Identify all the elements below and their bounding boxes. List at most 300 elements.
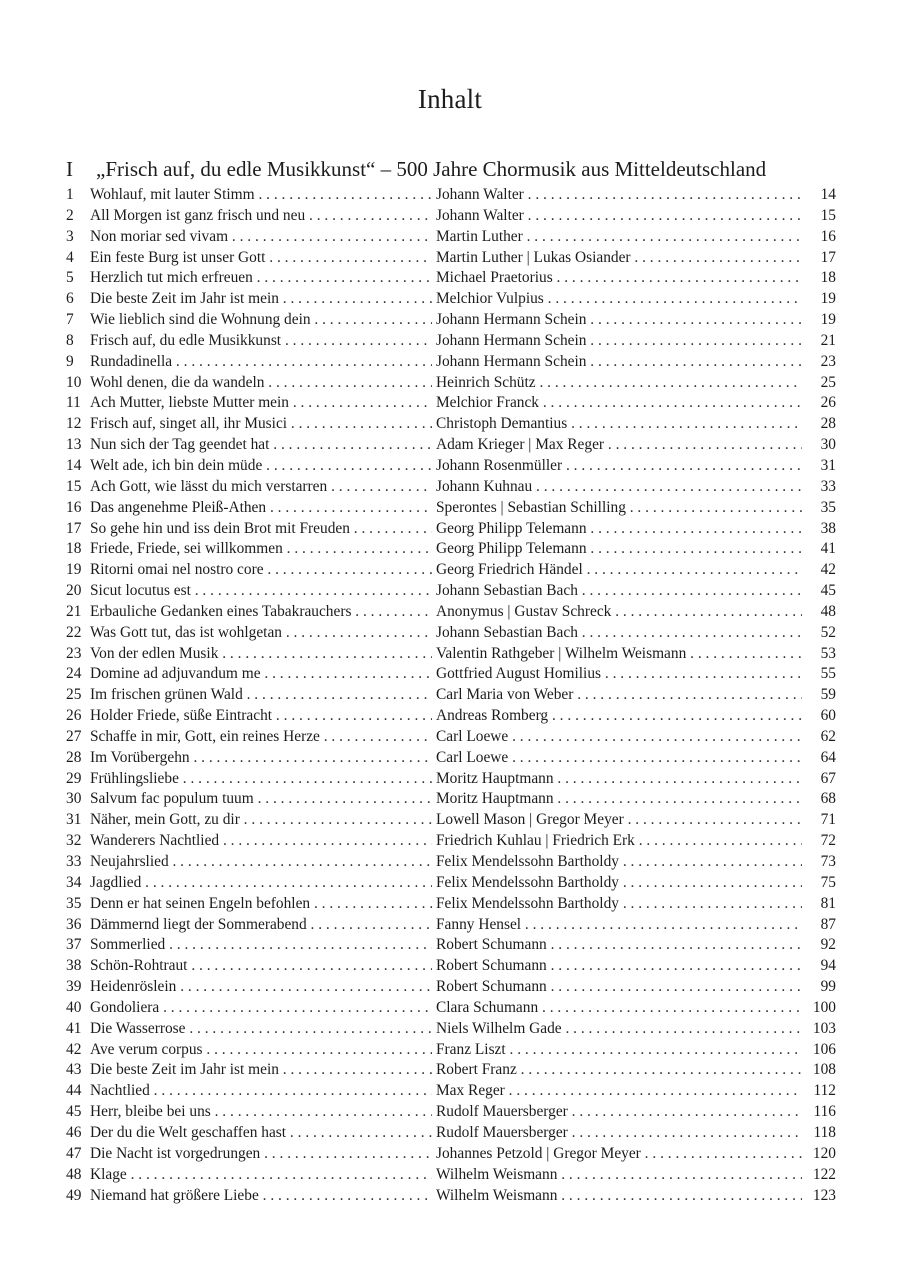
entry-title-text: Rundadinella . . .	[90, 353, 432, 370]
entry-number: 39	[66, 978, 82, 996]
entry-composer-text: Michael Praetorius . . .	[436, 269, 802, 286]
entry-composer-text: Georg Philipp Telemann . . .	[436, 520, 802, 537]
entry-title	[90, 1186, 432, 1207]
entry-title	[90, 1060, 432, 1081]
entry-title-text: Die Nacht ist vorgedrungen . . .	[90, 1145, 432, 1162]
toc-entry	[66, 310, 836, 331]
entry-number: 42	[66, 1040, 82, 1058]
entry-page-number: 55	[820, 665, 836, 683]
toc-entry	[66, 435, 836, 456]
entry-title-text: Holder Friede, süße Eintracht . . .	[90, 707, 432, 724]
entry-number: 43	[66, 1061, 82, 1079]
entry-composer	[436, 644, 802, 665]
entry-title	[90, 352, 432, 373]
entry-title-text: Herzlich tut mich erfreuen . . .	[90, 269, 432, 286]
entry-composer	[436, 915, 802, 936]
entry-title	[90, 998, 432, 1019]
entry-number: 32	[66, 832, 82, 850]
entry-composer-text: Lowell Mason | Gregor Meyer . . .	[436, 811, 802, 828]
entry-composer	[436, 623, 802, 644]
entry-title-text: Schön-Rohtraut . . .	[90, 957, 432, 974]
entry-number: 19	[66, 561, 82, 579]
entry-title-text: Wohl denen, die da wandeln . . .	[90, 374, 432, 391]
entry-title-text: Klage . . .	[90, 1166, 432, 1183]
entry-composer-text: Wilhelm Weismann . . .	[436, 1187, 802, 1204]
entry-page-number: 18	[820, 269, 836, 287]
entry-title-text: Welt ade, ich bin dein müde . . .	[90, 457, 432, 474]
entry-composer	[436, 206, 802, 227]
entry-composer-text: Anonymus | Gustav Schreck . . .	[436, 603, 802, 620]
entry-page-number: 45	[820, 582, 836, 600]
entry-composer-text: Johann Hermann Schein . . .	[436, 353, 802, 370]
toc-entry	[66, 456, 836, 477]
toc-entry	[66, 1165, 836, 1186]
entry-title	[90, 456, 432, 477]
entry-number: 37	[66, 936, 82, 954]
entry-title-text: Von der edlen Musik . . .	[90, 645, 432, 662]
toc-entry	[66, 268, 836, 289]
entry-title	[90, 185, 432, 206]
entry-page-number: 15	[820, 206, 836, 224]
entry-page-number: 99	[820, 978, 836, 996]
entry-title	[90, 956, 432, 977]
toc-entry	[66, 956, 836, 977]
entry-composer	[436, 1019, 802, 1040]
toc-entry	[66, 706, 836, 727]
entry-page-number: 26	[820, 394, 836, 412]
entry-composer-text: Martin Luther | Lukas Osiander . . .	[436, 249, 802, 266]
entry-title-text: Non moriar sed vivam . . .	[90, 228, 432, 245]
toc-entry	[66, 831, 836, 852]
toc-entry	[66, 206, 836, 227]
entry-title	[90, 1081, 432, 1102]
entry-composer	[436, 498, 802, 519]
entry-page-number: 14	[820, 186, 836, 203]
toc-entry	[66, 810, 836, 831]
entry-title-text: Sicut locutus est . . .	[90, 582, 432, 599]
entry-number: 5	[66, 269, 74, 287]
toc-entry	[66, 227, 836, 248]
entry-composer	[436, 685, 802, 706]
entry-title-text: Nun sich der Tag geendet hat . . .	[90, 436, 432, 453]
entry-number: 36	[66, 915, 82, 933]
entry-composer-text: Niels Wilhelm Gade . . .	[436, 1020, 802, 1037]
entry-composer-text: Melchior Vulpius . . .	[436, 290, 802, 307]
entry-title-text: Niemand hat größere Liebe . . .	[90, 1187, 432, 1204]
toc-entry	[66, 519, 836, 540]
toc-entry	[66, 789, 836, 810]
entry-page-number: 31	[820, 456, 836, 474]
entry-composer-text: Moritz Hauptmann . . .	[436, 770, 802, 787]
entry-composer	[436, 352, 802, 373]
entry-number: 34	[66, 873, 82, 891]
entry-page-number: 62	[820, 727, 836, 745]
entry-title	[90, 852, 432, 873]
entry-title-text: Friede, Friede, sei willkommen . . .	[90, 540, 432, 557]
entry-title	[90, 498, 432, 519]
entry-number: 23	[66, 644, 82, 662]
page-title: Inhalt	[417, 84, 483, 114]
entry-number: 14	[66, 456, 82, 474]
entry-page-number: 19	[820, 290, 836, 308]
entry-title	[90, 873, 432, 894]
entry-title	[90, 1040, 432, 1061]
entry-composer	[436, 748, 802, 769]
entry-composer	[436, 727, 802, 748]
entry-title-text: Ach Gott, wie lässt du mich verstarren . . .	[90, 478, 432, 495]
entry-title	[90, 581, 432, 602]
entry-composer	[436, 1040, 802, 1061]
entry-page-number: 48	[820, 602, 836, 620]
entry-composer	[436, 539, 802, 560]
entry-number: 40	[66, 998, 82, 1016]
toc-entry	[66, 185, 836, 206]
entry-number: 1	[66, 186, 74, 203]
entry-composer-text: Georg Friedrich Händel . . .	[436, 561, 802, 578]
entry-composer-text: Andreas Romberg . . .	[436, 707, 802, 724]
entry-number: 27	[66, 727, 82, 745]
entry-number: 8	[66, 331, 74, 349]
entry-composer	[436, 289, 802, 310]
toc-entry	[66, 1040, 836, 1061]
entry-title	[90, 602, 432, 623]
section-heading	[66, 155, 846, 183]
entry-title	[90, 414, 432, 435]
entry-page-number: 33	[820, 477, 836, 495]
entry-page-number: 118	[813, 1123, 836, 1141]
entry-title-text: Die Wasserrose . . .	[90, 1020, 432, 1037]
entry-number: 35	[66, 894, 82, 912]
entry-title-text: Wohlauf, mit lauter Stimm . . .	[90, 186, 432, 203]
entry-title-text: Salvum fac populum tuum . . .	[90, 790, 432, 807]
entry-title-text: Das angenehme Pleiß-Athen . . .	[90, 499, 432, 516]
entry-composer-text: Johann Kuhnau . . .	[436, 478, 802, 495]
entry-title	[90, 477, 432, 498]
entry-title	[90, 206, 432, 227]
entry-title-text: Die beste Zeit im Jahr ist mein . . .	[90, 290, 432, 307]
entry-composer-text: Johann Sebastian Bach . . .	[436, 582, 802, 599]
entry-composer-text: Adam Krieger | Max Reger . . .	[436, 436, 802, 453]
toc-entry	[66, 1102, 836, 1123]
toc-entry	[66, 915, 836, 936]
entry-composer	[436, 789, 802, 810]
toc-entry	[66, 685, 836, 706]
entry-page-number: 81	[820, 894, 836, 912]
entry-number: 9	[66, 352, 74, 370]
entry-composer-text: Heinrich Schütz . . .	[436, 374, 802, 391]
entry-title-text: Neujahrslied . . .	[90, 853, 432, 870]
entry-title	[90, 248, 432, 269]
entry-number: 46	[66, 1123, 82, 1141]
entry-page-number: 28	[820, 415, 836, 433]
entry-composer-text: Johann Hermann Schein . . .	[436, 311, 802, 328]
toc-entry	[66, 1144, 836, 1165]
toc-entry	[66, 1019, 836, 1040]
entry-number: 26	[66, 707, 82, 725]
entry-composer-text: Melchior Franck . . .	[436, 394, 802, 411]
toc-entry	[66, 539, 836, 560]
entry-title	[90, 685, 432, 706]
entry-composer	[436, 456, 802, 477]
entry-title	[90, 644, 432, 665]
entry-title-text: Was Gott tut, das ist wohlgetan . . .	[90, 624, 432, 641]
toc-entry	[66, 414, 836, 435]
entry-number: 44	[66, 1082, 82, 1100]
entry-composer	[436, 435, 802, 456]
entry-page-number: 35	[820, 498, 836, 516]
toc-entry	[66, 1186, 836, 1207]
entry-title	[90, 268, 432, 289]
entry-composer	[436, 1123, 802, 1144]
entry-number: 3	[66, 227, 74, 245]
toc-entry	[66, 873, 836, 894]
toc-entry	[66, 935, 836, 956]
entry-number: 49	[66, 1186, 82, 1204]
entry-number: 30	[66, 790, 82, 808]
entry-composer	[436, 248, 802, 269]
entry-number: 6	[66, 290, 74, 308]
entry-composer	[436, 331, 802, 352]
toc-entry	[66, 393, 836, 414]
entry-composer-text: Max Reger . . .	[436, 1082, 802, 1099]
entry-title-text: Erbauliche Gedanken eines Tabakrauchers . . .	[90, 603, 432, 620]
entry-number: 25	[66, 686, 82, 704]
entry-title-text: Der du die Welt geschaffen hast . . .	[90, 1124, 432, 1141]
entry-page-number: 60	[820, 707, 836, 725]
entry-composer-text: Johannes Petzold | Gregor Meyer . . .	[436, 1145, 802, 1162]
entry-title-text: Jagdlied . . .	[90, 874, 432, 891]
entry-number: 13	[66, 436, 82, 454]
entry-title	[90, 894, 432, 915]
entry-number: 48	[66, 1165, 82, 1183]
entry-page-number: 71	[820, 811, 836, 829]
entry-title	[90, 1019, 432, 1040]
entry-title-text: Sommerlied . . .	[90, 936, 432, 953]
entry-composer	[436, 873, 802, 894]
entry-title	[90, 1123, 432, 1144]
toc-entry	[66, 977, 836, 998]
entry-title	[90, 935, 432, 956]
toc-entry	[66, 248, 836, 269]
entry-composer	[436, 1060, 802, 1081]
entry-title-text: Wanderers Nachtlied . . .	[90, 832, 432, 849]
entry-page-number: 42	[820, 561, 836, 579]
entry-composer	[436, 602, 802, 623]
entry-page-number: 112	[813, 1082, 836, 1100]
entry-composer-text: Felix Mendelssohn Bartholdy . . .	[436, 853, 802, 870]
entry-composer-text: Georg Philipp Telemann . . .	[436, 540, 802, 557]
entry-title-text: So gehe hin und iss dein Brot mit Freuden . . .	[90, 520, 432, 537]
entry-composer	[436, 268, 802, 289]
entry-composer-text: Fanny Hensel . . .	[436, 916, 802, 933]
entry-title	[90, 289, 432, 310]
entry-composer	[436, 560, 802, 581]
entry-composer	[436, 831, 802, 852]
entry-number: 28	[66, 748, 82, 766]
entry-composer	[436, 935, 802, 956]
entry-composer-text: Robert Schumann . . .	[436, 978, 802, 995]
entry-title	[90, 915, 432, 936]
entry-page-number: 103	[812, 1019, 836, 1037]
entry-composer-text: Sperontes | Sebastian Schilling . . .	[436, 499, 802, 516]
entry-composer	[436, 519, 802, 540]
entry-title	[90, 373, 432, 394]
entry-composer	[436, 1186, 802, 1207]
entry-number: 47	[66, 1144, 82, 1162]
entry-composer-text: Gottfried August Homilius . . .	[436, 665, 802, 682]
toc-entry	[66, 1123, 836, 1144]
entry-title-text: Herr, bleibe bei uns . . .	[90, 1103, 432, 1120]
entry-composer-text: Rudolf Mauersberger . . .	[436, 1103, 802, 1120]
entry-number: 16	[66, 498, 82, 516]
entry-title	[90, 789, 432, 810]
entry-composer-text: Christoph Demantius . . .	[436, 415, 802, 432]
entry-page-number: 120	[812, 1144, 836, 1162]
entry-title	[90, 810, 432, 831]
entry-number: 38	[66, 957, 82, 975]
entry-title-text: Heidenröslein . . .	[90, 978, 432, 995]
entry-composer	[436, 977, 802, 998]
entry-page-number: 17	[820, 248, 836, 266]
entry-number: 2	[66, 206, 74, 224]
entry-title	[90, 560, 432, 581]
toc-entry	[66, 289, 836, 310]
entry-title-text: Ein feste Burg ist unser Gott . . .	[90, 249, 432, 266]
entry-number: 7	[66, 311, 74, 329]
entry-title-text: Im frischen grünen Wald . . .	[90, 686, 432, 703]
entry-page-number: 53	[820, 644, 836, 662]
entry-title	[90, 519, 432, 540]
toc-entry	[66, 581, 836, 602]
entry-composer	[436, 1165, 802, 1186]
entry-title	[90, 331, 432, 352]
entry-composer	[436, 956, 802, 977]
entry-composer	[436, 1081, 802, 1102]
entry-title-text: Nachtlied . . .	[90, 1082, 432, 1099]
entry-page-number: 52	[820, 623, 836, 641]
entry-title-text: Ach Mutter, liebste Mutter mein . . .	[90, 394, 432, 411]
entry-composer-text: Johann Walter . . .	[436, 186, 802, 203]
entry-page-number: 72	[820, 832, 836, 850]
toc-entry	[66, 727, 836, 748]
toc-entry	[66, 1060, 836, 1081]
entry-page-number: 64	[820, 748, 836, 766]
entry-title-text: Frühlingsliebe . . .	[90, 770, 432, 787]
entry-title-text: Gondoliera . . .	[90, 999, 432, 1016]
entry-composer-text: Wilhelm Weismann . . .	[436, 1166, 802, 1183]
entry-page-number: 106	[812, 1040, 836, 1058]
section-title: „Frisch auf, du edle Musikkunst“ – 500 Jahre Chormusik aus Mitteldeutschland	[96, 157, 767, 181]
entry-composer	[436, 852, 802, 873]
entry-title-text: Ritorni omai nel nostro core . . .	[90, 561, 432, 578]
entry-composer	[436, 1144, 802, 1165]
entry-composer	[436, 581, 802, 602]
entry-title-text: Frisch auf, du edle Musikkunst . . .	[90, 332, 432, 349]
entry-page-number: 87	[820, 915, 836, 933]
entry-composer	[436, 810, 802, 831]
entry-title	[90, 310, 432, 331]
toc-entry	[66, 769, 836, 790]
entry-title-text: Domine ad adjuvandum me . . .	[90, 665, 432, 682]
entry-page-number: 108	[812, 1061, 836, 1079]
entry-composer	[436, 664, 802, 685]
entry-title	[90, 435, 432, 456]
entry-title-text: Frisch auf, singet all, ihr Musici . . .	[90, 415, 432, 432]
toc-entry	[66, 852, 836, 873]
entry-composer	[436, 227, 802, 248]
entry-number: 11	[66, 394, 81, 412]
entry-page-number: 123	[812, 1186, 836, 1204]
entry-composer-text: Friedrich Kuhlau | Friedrich Erk . . .	[436, 832, 802, 849]
entry-title	[90, 393, 432, 414]
entry-page-number: 67	[820, 769, 836, 787]
entry-page-number: 25	[820, 373, 836, 391]
entry-page-number: 59	[820, 686, 836, 704]
entry-composer	[436, 1102, 802, 1123]
entry-composer-text: Johann Walter . . .	[436, 207, 802, 224]
entry-composer-text: Robert Franz . . .	[436, 1061, 802, 1078]
entry-composer-text: Martin Luther . . .	[436, 228, 802, 245]
entry-page-number: 19	[820, 311, 836, 329]
entry-number: 18	[66, 540, 82, 558]
entry-number: 15	[66, 477, 82, 495]
entry-title-text: All Morgen ist ganz frisch und neu . . .	[90, 207, 432, 224]
entry-title	[90, 977, 432, 998]
entry-number: 10	[66, 373, 82, 391]
toc-entry	[66, 331, 836, 352]
entry-title-text: Schaffe in mir, Gott, ein reines Herze . . .	[90, 728, 432, 745]
entry-composer-text: Robert Schumann . . .	[436, 957, 802, 974]
entry-title	[90, 539, 432, 560]
entry-composer-text: Carl Loewe . . .	[436, 728, 802, 745]
entry-composer	[436, 393, 802, 414]
entry-title	[90, 706, 432, 727]
entry-title-text: Ave verum corpus . . .	[90, 1041, 432, 1058]
entry-page-number: 92	[820, 936, 836, 954]
toc-entry	[66, 560, 836, 581]
entry-page-number: 16	[820, 227, 836, 245]
entry-composer-text: Clara Schumann . . .	[436, 999, 802, 1016]
toc-entry	[66, 1081, 836, 1102]
entry-page-number: 41	[820, 540, 836, 558]
entry-title-text: Dämmernd liegt der Sommerabend . . .	[90, 916, 432, 933]
entry-title-text: Im Vorübergehn . . .	[90, 749, 432, 766]
entry-number: 31	[66, 811, 82, 829]
toc-entry	[66, 748, 836, 769]
entry-title-text: Näher, mein Gott, zu dir . . .	[90, 811, 432, 828]
entry-page-number: 21	[820, 331, 836, 349]
entry-composer	[436, 477, 802, 498]
toc-entry	[66, 998, 836, 1019]
entry-page-number: 100	[812, 998, 836, 1016]
entry-composer	[436, 373, 802, 394]
table-of-contents	[66, 185, 836, 1206]
entry-title	[90, 227, 432, 248]
entry-number: 20	[66, 582, 82, 600]
toc-entry	[66, 477, 836, 498]
entry-composer-text: Carl Loewe . . .	[436, 749, 802, 766]
entry-page-number: 23	[820, 352, 836, 370]
entry-composer	[436, 310, 802, 331]
toc-entry	[66, 602, 836, 623]
toc-entry	[66, 623, 836, 644]
entry-title-text: Die beste Zeit im Jahr ist mein . . .	[90, 1061, 432, 1078]
toc-entry	[66, 644, 836, 665]
toc-entry	[66, 498, 836, 519]
entry-composer-text: Robert Schumann . . .	[436, 936, 802, 953]
entry-composer	[436, 769, 802, 790]
entry-composer-text: Franz Liszt . . .	[436, 1041, 802, 1058]
